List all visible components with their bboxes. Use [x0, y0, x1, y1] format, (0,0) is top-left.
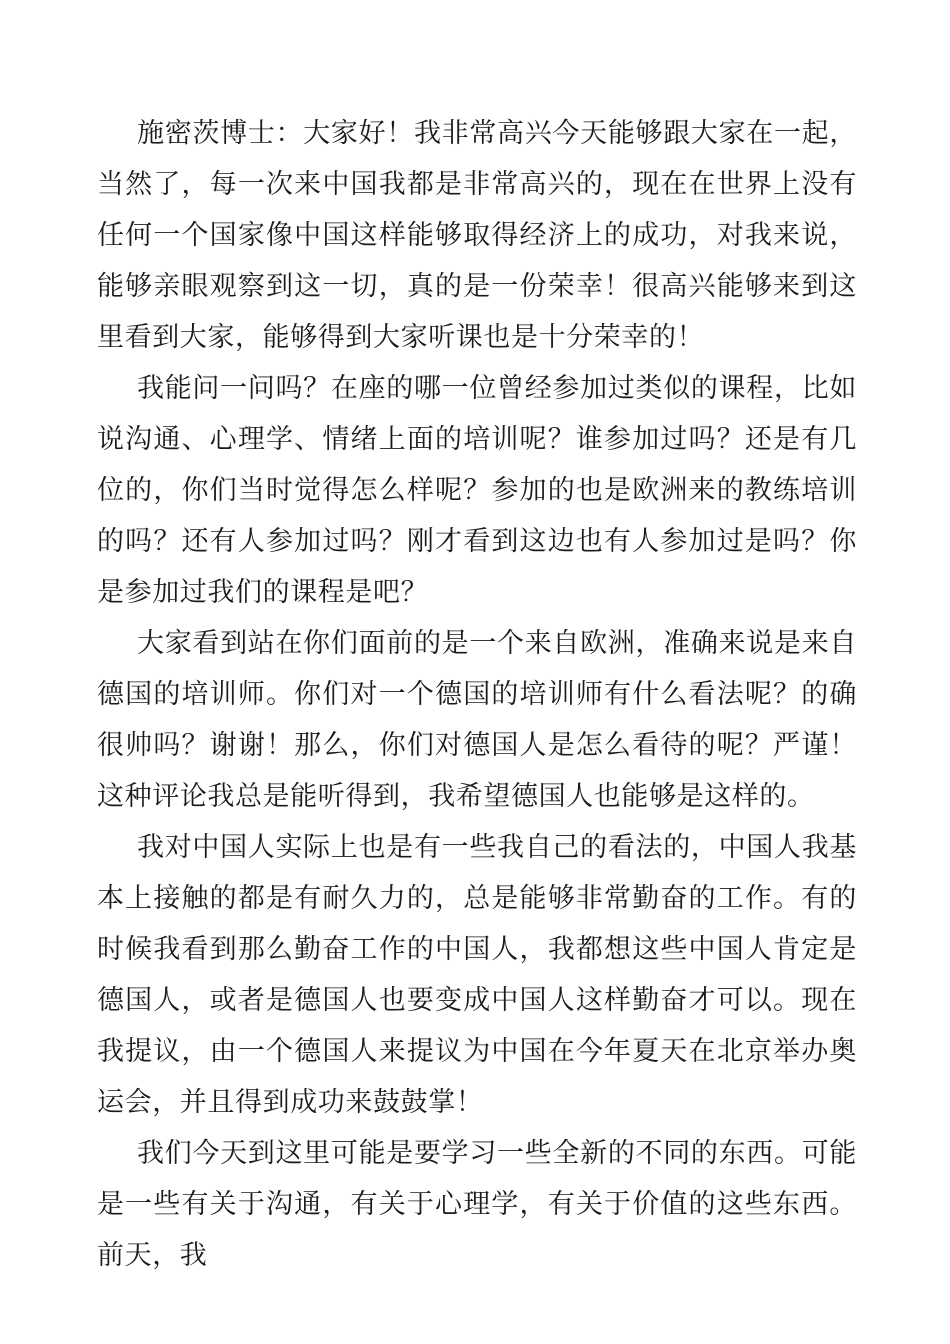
paragraph-5: 我们今天到这里可能是要学习一些全新的不同的东西。可能是一些有关于沟通，有关于心理学，有关于价值的这些东西。前天，我 [97, 1138, 857, 1271]
paragraph-2: 我能问一问吗？在座的哪一位曾经参加过类似的课程，比如说沟通、心理学、情绪上面的培训呢？谁参加过吗？还是有几位的，你们当时觉得怎么样呢？参加的也是欧洲来的教练培训的吗？还有人参加过吗？刚才看到这边也有人参加过是吗？你是参加过我们的课程是吧？ [97, 373, 857, 608]
paragraph-3: 大家看到站在你们面前的是一个来自欧洲，准确来说是来自德国的培训师。你们对一个德国的培训师有什么看法呢？的确很帅吗？谢谢！那么，你们对德国人是怎么看待的呢？严谨！这种评论我总是能听得到，我希望德国人也能够是这样的。 [97, 628, 857, 812]
paragraph-4: 我对中国人实际上也是有一些我自己的看法的，中国人我基本上接触的都是有耐久力的，总是能够非常勤奋的工作。有的时候我看到那么勤奋工作的中国人，我都想这些中国人肯定是德国人，或者是德国人也要变成中国人这样勤奋才可以。现在我提议，由一个德国人来提议为中国在今年夏天在北京举办奥运会，并且得到成功来鼓鼓掌！ [97, 832, 857, 1118]
document-body [97, 108, 857, 1281]
paragraph-1: 施密茨博士：大家好！我非常高兴今天能够跟大家在一起，当然了，每一次来中国我都是非常高兴的，现在在世界上没有任何一个国家像中国这样能够取得经济上的成功，对我来说，能够亲眼观察到这一切，真的是一份荣幸！很高兴能够来到这里看到大家，能够得到大家听课也是十分荣幸的！ [97, 118, 857, 353]
